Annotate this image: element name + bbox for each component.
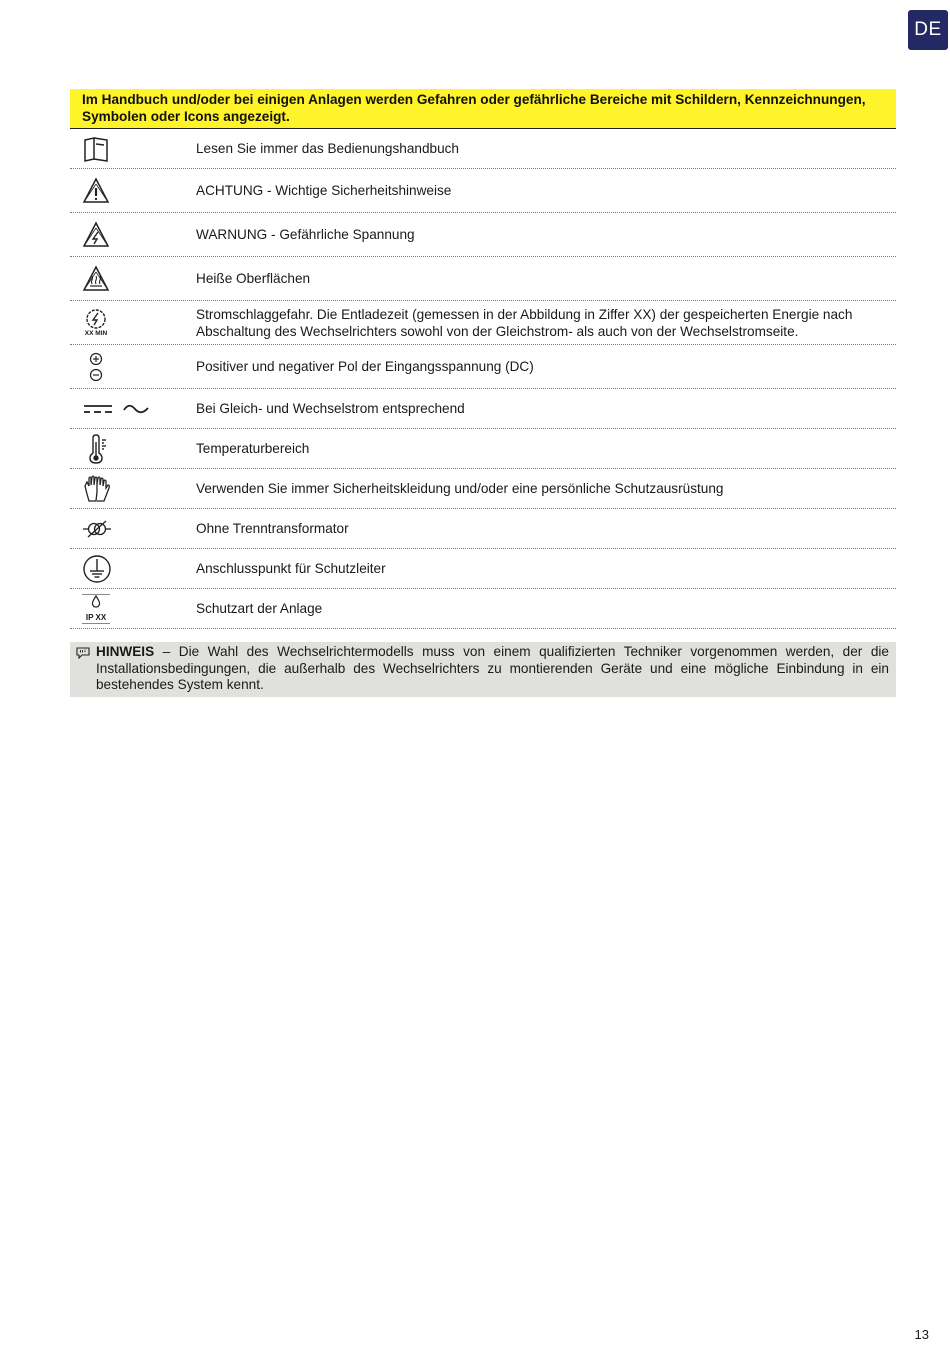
thermometer-icon bbox=[82, 434, 110, 464]
symbol-row-caution bbox=[70, 169, 896, 213]
symbol-text: Heiße Oberflächen bbox=[196, 271, 311, 286]
hazard-banner: Im Handbuch und/oder bei einigen Anlagen werden Gefahren oder gefährliche Bereiche mit Schildern, Kennzeichnungen, Symbolen oder Icons angezeigt. bbox=[70, 89, 896, 129]
symbol-text: WARNUNG - Gefährliche Spannung bbox=[196, 227, 415, 242]
symbol-text: Verwenden Sie immer Sicherheitskleidung und/oder eine persönliche Schutzausrüstung bbox=[196, 481, 724, 496]
page-number: 13 bbox=[914, 1327, 929, 1342]
symbol-text: Schutzart der Anlage bbox=[196, 601, 323, 616]
discharge-time-icon bbox=[85, 308, 107, 330]
note-text bbox=[96, 644, 889, 694]
symbol-text: Temperaturbereich bbox=[196, 441, 310, 456]
voltage-triangle-icon bbox=[82, 221, 110, 249]
ip-rating-label: IP XX bbox=[85, 612, 107, 622]
manual-book-icon bbox=[82, 135, 110, 163]
symbol-row-polarity bbox=[70, 345, 896, 389]
note-speech-bubble-icon bbox=[76, 647, 90, 659]
symbol-row-protective-gear bbox=[70, 469, 896, 509]
no-isolation-transformer-icon bbox=[82, 519, 112, 539]
symbol-text: ACHTUNG - Wichtige Sicherheitshinweise bbox=[196, 183, 452, 198]
ip-rating-icon bbox=[82, 594, 110, 624]
dc-ac-icon bbox=[82, 399, 154, 419]
polarity-icon bbox=[82, 352, 110, 382]
symbol-text: Stromschlaggefahr. Die Entladezeit (gemessen in der Abbildung in Ziffer XX) der gespeicherten Energie nach Abschaltung des Wechselrichters sowohl von der Gleichstrom- als auch von der Wechselstromseite. bbox=[196, 306, 853, 339]
symbol-text: Ohne Trenntransformator bbox=[196, 521, 349, 536]
warning-triangle-icon bbox=[82, 177, 110, 205]
protective-earth-icon bbox=[82, 554, 112, 584]
symbol-row-hot-surface bbox=[70, 257, 896, 301]
water-drop-icon bbox=[91, 595, 101, 608]
note-box bbox=[70, 642, 896, 697]
note-body: – Die Wahl des Wechselrichtermodells muss von einem qualifizierten Techniker vorgenommen werden, der die Installationsbedingungen, die außerhalb des Wechselrichters zu montierenden Geräte und eine mögliche Einbindung in ein bestehendes System kennt. bbox=[96, 644, 889, 692]
symbol-text: Positiver und negativer Pol der Eingangsspannung (DC) bbox=[196, 359, 534, 374]
discharge-time-label: XX MIN bbox=[84, 330, 108, 337]
symbol-row-discharge bbox=[70, 301, 896, 345]
symbol-text: Lesen Sie immer das Bedienungshandbuch bbox=[196, 141, 459, 156]
protective-gloves-icon bbox=[82, 474, 112, 504]
symbol-row-manual bbox=[70, 129, 896, 169]
symbol-row-dc-ac bbox=[70, 389, 896, 429]
symbol-row-temperature bbox=[70, 429, 896, 469]
symbol-row-warning-voltage bbox=[70, 213, 896, 257]
symbol-text: Anschlusspunkt für Schutzleiter bbox=[196, 561, 386, 576]
symbol-row-protective-earth bbox=[70, 549, 896, 589]
symbol-text: Bei Gleich- und Wechselstrom entsprechend bbox=[196, 401, 465, 416]
symbol-row-transformer bbox=[70, 509, 896, 549]
note-label: HINWEIS bbox=[96, 644, 155, 659]
hot-surface-icon bbox=[82, 265, 110, 293]
safety-symbols-section bbox=[70, 89, 896, 697]
language-tab: DE bbox=[908, 10, 948, 50]
symbol-row-ip-rating bbox=[70, 589, 896, 629]
